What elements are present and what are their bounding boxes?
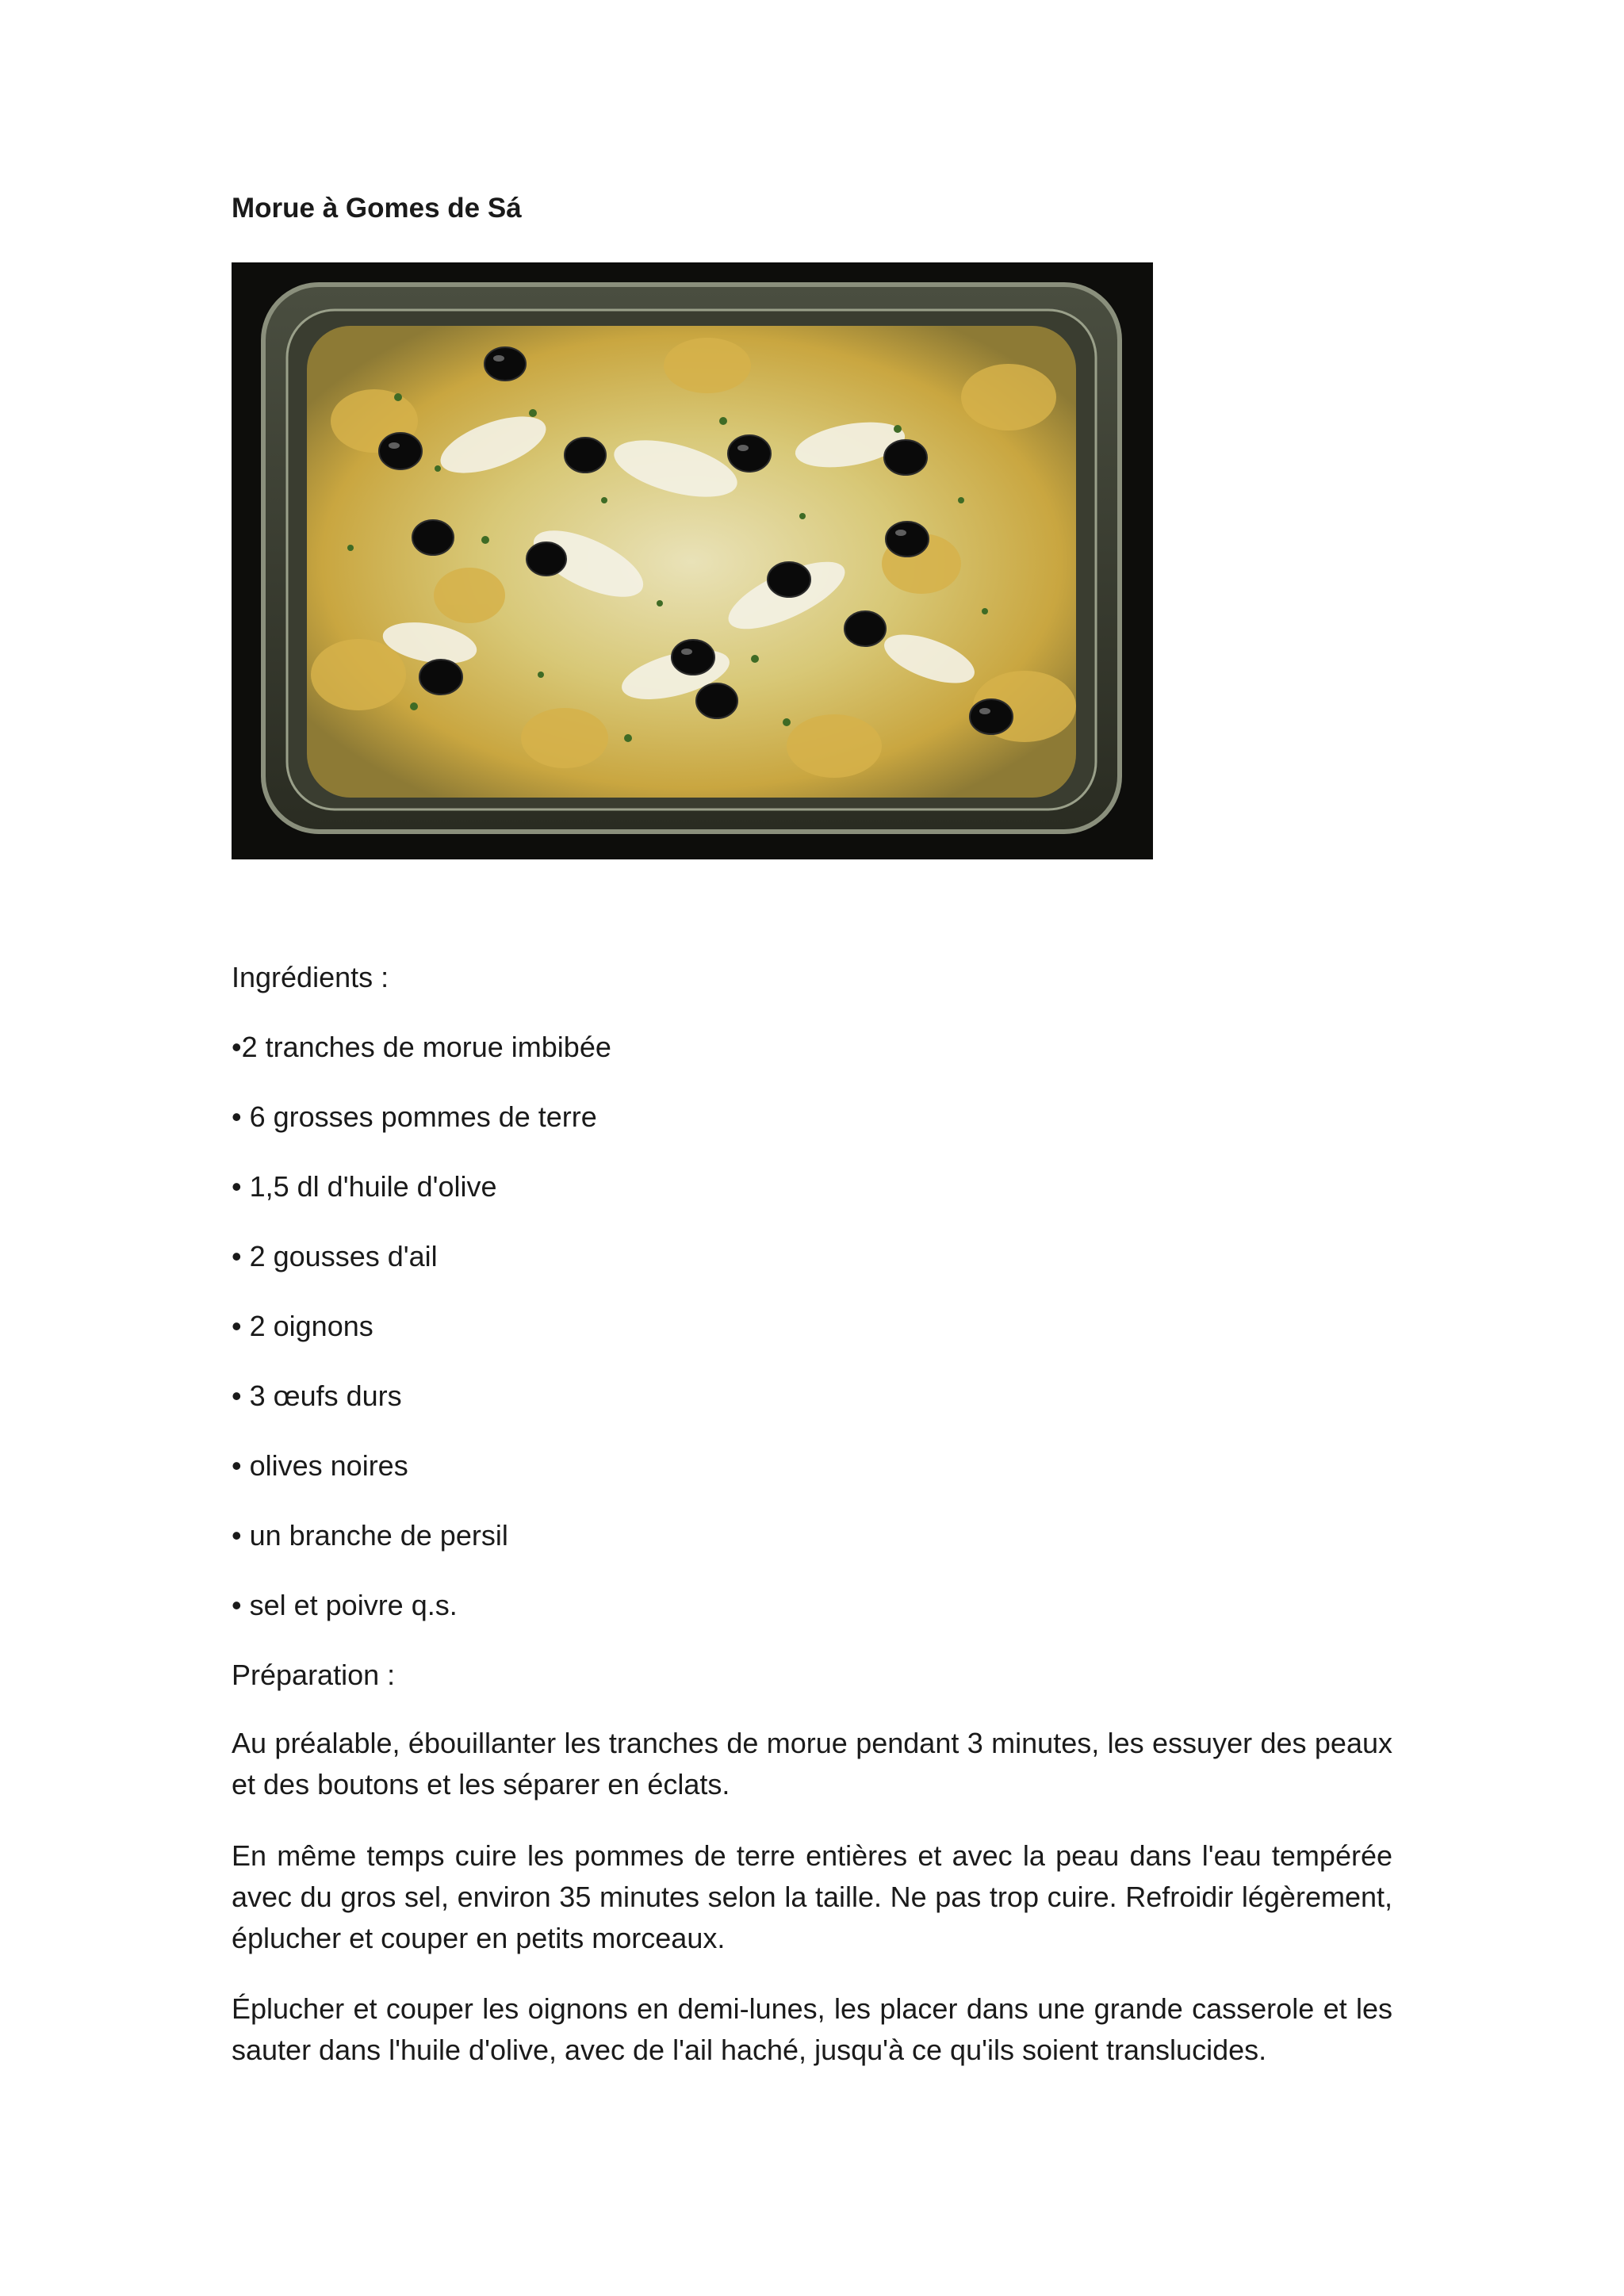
ingredient-item: • olives noires <box>232 1449 408 1482</box>
preparation-heading: Préparation : <box>232 1659 396 1691</box>
ingredients-list <box>232 1027 611 1655</box>
recipe-title: Morue à Gomes de Sá <box>232 193 522 224</box>
ingredient-item: • 2 oignons <box>232 1310 373 1342</box>
ingredient-item: • un branche de persil <box>232 1519 508 1552</box>
preparation-step: En même temps cuire les pommes de terre entières et avec la peau dans l'eau tempérée avec du gros sel, environ 35 minutes selon la taille. Ne pas trop cuire. Refroidir légèrement, éplucher et couper en petits morceaux. <box>232 1839 1392 1954</box>
preparation-step: Éplucher et couper les oignons en demi-lunes, les placer dans une grande casserole et les sauter dans l'huile d'olive, avec de l'ail haché, jusqu'à ce qu'ils soient translucides. <box>232 1992 1392 2066</box>
preparation-step: Au préalable, ébouillanter les tranches de morue pendant 3 minutes, les essuyer des peaux et des boutons et les séparer en éclats. <box>232 1727 1392 1800</box>
ingredient-item: • sel et poivre q.s. <box>232 1589 458 1621</box>
ingredient-item: • 1,5 dl d'huile d'olive <box>232 1170 497 1203</box>
ingredient-item: • 6 grosses pommes de terre <box>232 1100 597 1133</box>
ingredient-item: • 3 œufs durs <box>232 1380 402 1412</box>
casserole-photo <box>232 262 1153 859</box>
ingredient-item: •2 tranches de morue imbibée <box>232 1031 611 1063</box>
casserole-photo-icon <box>232 262 1153 859</box>
ingredient-item: • 2 gousses d'ail <box>232 1240 438 1272</box>
ingredients-heading: Ingrédients : <box>232 961 389 993</box>
